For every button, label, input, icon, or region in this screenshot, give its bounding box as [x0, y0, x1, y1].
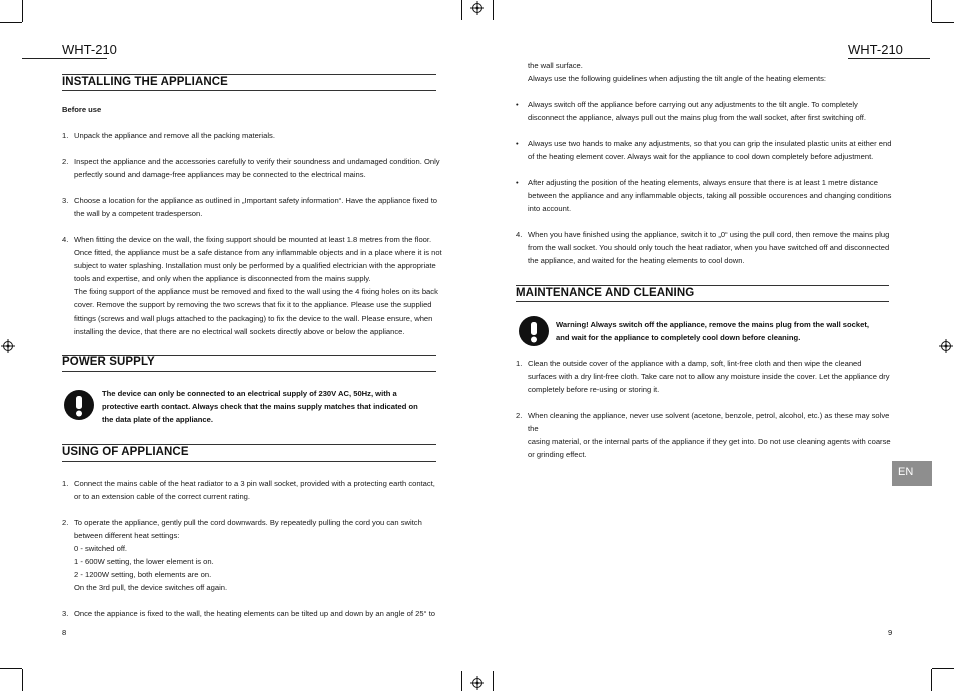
model-number: WHT-210 [62, 42, 117, 57]
bullet-item [516, 98, 896, 126]
item-line: The fixing support of the appliance must be removed and fixed to the wall using the 4 fixing holes on its back [74, 287, 438, 297]
text-line: Always use the following guidelines when adjusting the tilt angle of the heating elements: [528, 74, 827, 84]
installing-heading: INSTALLING THE APPLIANCE [62, 76, 228, 88]
item-line: Choose a location for the appliance as outlined in „Important safety information“. Have the appliance fixed to [74, 196, 438, 205]
item-number: 2. [516, 411, 523, 420]
item-line: perfectly sound and damage-free appliances may be connected to the electrical mains. [74, 170, 366, 180]
item-line: completely before re-using or storing it. [528, 385, 660, 395]
item-line: Once fitted, the appliance must be a safe distance from any inflammable objects and in a place where it is not [74, 248, 442, 258]
item-line: Always switch off the appliance before carrying out any adjustments to the tilt angle. To completely [528, 100, 858, 109]
power-supply-heading: POWER SUPPLY [62, 356, 155, 368]
maintenance-warning-text [556, 318, 901, 344]
item-line: or grinding effect. [528, 450, 587, 460]
list-item [62, 607, 442, 621]
warning-line: the data plate of the appliance. [102, 415, 213, 425]
list-item [62, 477, 442, 505]
item-line: between the appliance and any inflammable objects, taking all possible occurences and changing conditions [528, 191, 892, 201]
item-line: Once the appiance is fixed to the wall, the heating elements can be tilted up and down by an angle of 25° to [74, 609, 436, 618]
item-number: 2. [62, 518, 69, 527]
item-line: Clean the outside cover of the appliance with a damp, soft, lint-free cloth and then wipe the cleaned [528, 359, 862, 368]
language-tab [892, 461, 932, 486]
maintenance-heading: MAINTENANCE AND CLEANING [516, 287, 695, 299]
item-line: When you have finished using the appliance, switch it to „0“ using the pull cord, then remove the mains plug [528, 230, 890, 239]
warning-line: Warning! Always switch off the appliance, remove the mains plug from the wall socket, [556, 320, 869, 329]
list-item [516, 228, 896, 269]
item-line: Unpack the appliance and remove all the packing materials. [74, 131, 275, 140]
exclamation-warning-icon [519, 316, 549, 346]
list-item [516, 409, 898, 460]
bullet-symbol: • [516, 100, 519, 109]
bullet-symbol: • [516, 139, 519, 148]
warning-line: protective earth contact. Always check that the mains supply matches that indicated on [102, 402, 418, 412]
item-line: After adjusting the position of the heating elements, always ensure that there is at least 1 metre distance [528, 178, 878, 187]
model-number: WHT-210 [848, 42, 903, 57]
item-number: 1. [62, 479, 69, 488]
item-line: On the 3rd pull, the device switches off again. [74, 583, 228, 593]
item-number: 4. [62, 235, 69, 244]
list-item [62, 129, 442, 143]
item-line: When fitting the device on the wall, the fixing support should be mounted at least 1.8 metres from the floor. [74, 235, 432, 244]
warning-line: The device can only be connected to an electrical supply of 230V AC, 50Hz, with a [102, 389, 397, 398]
item-line: surfaces with a dry lint-free cloth. Take care not to allow any moisture inside the cover. Let the appliance dry [528, 372, 890, 382]
using-heading: USING OF APPLIANCE [62, 446, 189, 458]
item-line: of the heating element cover. Always wait for the appliance to cool down completely before adjustment. [528, 152, 874, 162]
item-number: 1. [516, 359, 523, 368]
item-line: disconnect the appliance, always pull out the mains plug from the wall socket, after first switching off. [528, 113, 866, 123]
language-tab-label: EN [898, 466, 914, 478]
item-line: between different heat settings: [74, 531, 180, 541]
left-page [0, 0, 477, 691]
section-rule [62, 90, 436, 91]
item-line: from the wall socket. You should only touch the heat radiator, when you have switched off and disconnected [528, 243, 890, 253]
item-line: Connect the mains cable of the heat radiator to a 3 pin wall socket, provided with a protecting earth contact, [74, 479, 435, 488]
item-line: When cleaning the appliance, never use solvent (acetone, benzole, petrol, alcohol, etc.) as these may solve the [528, 411, 890, 434]
item-line: 2 - 1200W setting, both elements are on. [74, 570, 212, 580]
bullet-item [516, 137, 896, 165]
section-rule [62, 444, 436, 445]
continued-text [528, 59, 898, 85]
section-rule [62, 371, 436, 372]
item-line: the appliance, and waited for the heating elements to cool down. [528, 256, 745, 266]
item-line: To operate the appliance, gently pull the cord downwards. By repeatedly pulling the cord you can switch [74, 518, 422, 527]
item-line: 1 - 600W setting, the lower element is on. [74, 557, 214, 567]
list-item [62, 194, 442, 222]
power-warning-text [102, 387, 437, 426]
page-number: 9 [888, 628, 893, 637]
item-line: cover. Remove the support by removing the two screws that fix it to the appliance. Please use the supplied [74, 300, 432, 310]
section-rule [62, 74, 436, 75]
item-line: 0 - switched off. [74, 544, 128, 554]
item-number: 3. [62, 196, 69, 205]
section-rule [62, 461, 436, 462]
text-line: the wall surface. [528, 61, 583, 70]
exclamation-warning-icon [64, 390, 94, 420]
item-number: 2. [62, 157, 69, 166]
list-item [62, 233, 442, 339]
item-line: into account. [528, 204, 572, 214]
item-line: casing material, or the internal parts of the appliance if they get into. Do not use cleaning agents with coarse [528, 437, 891, 447]
item-line: Inspect the appliance and the accessories carefully to verify their soundness and undamaged condition. Only [74, 157, 440, 166]
item-line: the wall by a competent tradesperson. [74, 209, 203, 219]
list-item [62, 516, 442, 596]
bullet-item [516, 176, 896, 217]
item-number: 4. [516, 230, 523, 239]
item-line: tools and expertise, and only when the appliance is disconnected from the mains supply. [74, 274, 371, 284]
item-line: subject to water splashing. Installation must only be performed by a qualified electrician with the appropriate [74, 261, 436, 271]
item-line: installing the device, that there are no electrical wall sockets directly above or below the appliance. [74, 326, 405, 336]
list-item [516, 357, 896, 398]
section-rule [516, 301, 889, 302]
section-rule [516, 285, 889, 286]
item-number: 1. [62, 131, 69, 140]
item-line: or to an extension cable of the correct current rating. [74, 492, 251, 502]
page-number: 8 [62, 628, 67, 637]
item-line: fittings (screws and wall plugs attached to the packaging) to fix the device to the wall. Please ensure, when [74, 313, 433, 323]
model-rule [22, 58, 107, 59]
item-number: 3. [62, 609, 69, 618]
item-line: Always use two hands to make any adjustments, so that you can grip the insulated plastic units at either end [528, 139, 892, 148]
bullet-symbol: • [516, 178, 519, 187]
right-page [477, 0, 954, 691]
warning-line: and wait for the appliance to completely cool down before cleaning. [556, 333, 801, 343]
before-use-subheading: Before use [62, 105, 102, 114]
list-item [62, 155, 442, 183]
